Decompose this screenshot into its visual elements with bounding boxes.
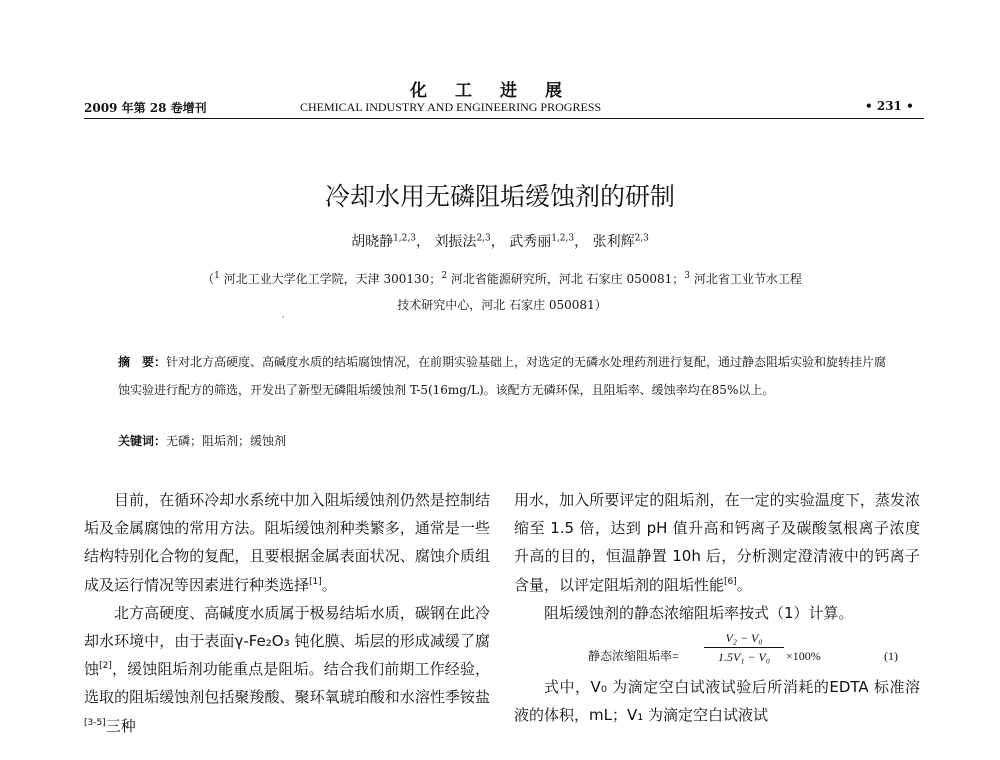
paragraph-text: 目前，在循环冷却水系统中加入阻垢缓蚀剂仍然是控制结垢及金属腐蚀的常用方法。阻垢缓蚀剂种类繁多，通常是一些结构特别化合物的复配，且要根据金属表面状况、腐蚀介质组成及运行情况等因素进行种类选择 xyxy=(84,491,490,594)
paragraph-text: 。 xyxy=(321,575,337,594)
author-affil-sup: 1,2,3 xyxy=(551,233,575,244)
affil-sup: 3 xyxy=(684,271,691,281)
equation-lhs: 静态浓缩阻垢率= xyxy=(588,649,679,664)
page-number: • 231 • xyxy=(865,99,914,113)
author-affil-sup: 1,2,3 xyxy=(393,233,416,244)
equation-1 xyxy=(514,627,920,673)
equation-number: (1) xyxy=(884,649,898,664)
paragraph-text: ，缓蚀阻垢剂功能重点是阻垢。结合我们前期工作经验，选取的阻垢缓蚀剂包括聚羧酸、聚环氧琥珀酸和水溶性季铵盐 xyxy=(84,660,490,707)
body-column-left xyxy=(84,486,490,740)
keywords xyxy=(118,432,286,449)
paragraph-text: 用水，加入所要评定的阻垢剂，在一定的实验温度下，蒸发浓缩至 1.5 倍，达到 pH 值升高和钙离子及碳酸氢根离子浓度升高的目的，恒温静置 10h 后，分析测定澄清液中的钙离子含量，以评定阻垢剂的阻垢性能 xyxy=(514,491,920,594)
author-name: 张利辉 xyxy=(592,234,635,250)
abstract-text: 针对北方高硬度、高碱度水质的结垢腐蚀情况，在前期实验基础上，对选定的无磷水处理药剂进行复配，通过静态阻垢实验和旋转挂片腐蚀实验进行配方的筛选，开发出了新型无磷阻垢缓蚀剂 T-5(16mg/L)。该配方无磷环保，且阻垢率、缓蚀率均在85%以上。 xyxy=(118,355,887,397)
scan-dot: · xyxy=(282,313,285,322)
affiliations xyxy=(92,266,912,318)
author-name: 武秀丽 xyxy=(509,234,552,250)
body-paragraph xyxy=(84,599,490,740)
citation: [3-5] xyxy=(84,717,106,728)
body-paragraph: 阻垢缓蚀剂的静态浓缩阻垢率按式（1）计算。 xyxy=(544,603,854,622)
equation-fraction xyxy=(704,629,784,666)
equation-tail: ×100% xyxy=(786,649,821,664)
paragraph-text: 三种 xyxy=(105,716,136,735)
paper-title: 冷却水用无磷阻垢缓蚀剂的研制 xyxy=(324,182,675,211)
author-list: 胡晓静$^{1,2,3}$， 刘振法$^{2,3}$， 武秀丽$^{1,2,3}$， 张利辉$^{2,3}$ xyxy=(351,233,649,250)
equation-denominator: 1.5V₁ − V₀ xyxy=(717,650,771,665)
affil-3: 河北省工业节水工程 xyxy=(690,272,802,286)
affil-1: 河北工业大学化工学院，天津 300130； xyxy=(219,272,442,286)
abstract-label: 摘 要： xyxy=(118,355,167,369)
journal-name-cn: 化工进展 xyxy=(410,81,590,101)
author-name: 刘振法 xyxy=(434,234,477,250)
author-affil-sup: 2,3 xyxy=(634,233,649,244)
paragraph-text: 。 xyxy=(736,575,752,594)
paragraph-text: 北方高硬度、高碱度水质属于极易结垢水质，碳钢在此冷却水环境中，由于表面γ-Fe₂O₃ 钝化膜、垢层的形成减缓了腐蚀 xyxy=(84,603,490,679)
abstract xyxy=(118,348,898,404)
keywords-label: 关键词： xyxy=(118,434,167,448)
author-name: 胡晓静 xyxy=(351,234,394,250)
citation: [1] xyxy=(309,576,322,587)
affil-sup: 2 xyxy=(441,271,448,281)
affil-line2: 技术研究中心，河北 石家庄 050081） xyxy=(397,298,607,312)
citation: [2] xyxy=(99,661,112,672)
affil-sup: 1 xyxy=(214,271,220,281)
body-paragraph xyxy=(514,486,920,599)
header-rule xyxy=(84,118,924,119)
affil-open: （ xyxy=(202,272,215,286)
affil-2: 河北省能源研究所，河北 石家庄 050081； xyxy=(447,272,685,286)
journal-name-en: CHEMICAL INDUSTRY AND ENGINEERING PROGRESS xyxy=(300,100,602,114)
body-paragraph: 式中，V₀ 为滴定空白试液试验后所消耗的EDTA 标准溶液的体积，mL；V₁ 为滴定空白试液试 xyxy=(514,678,920,725)
citation: [6] xyxy=(724,576,737,587)
equation-numerator: V₂ − V₀ xyxy=(704,629,784,648)
issue-label: 2009 年第 28 卷增刊 xyxy=(84,101,207,115)
keywords-text: 无磷；阻垢剂；缓蚀剂 xyxy=(166,434,287,448)
body-paragraph xyxy=(84,486,490,599)
author-affil-sup: 2,3 xyxy=(476,233,491,244)
body-column-right xyxy=(514,486,920,729)
